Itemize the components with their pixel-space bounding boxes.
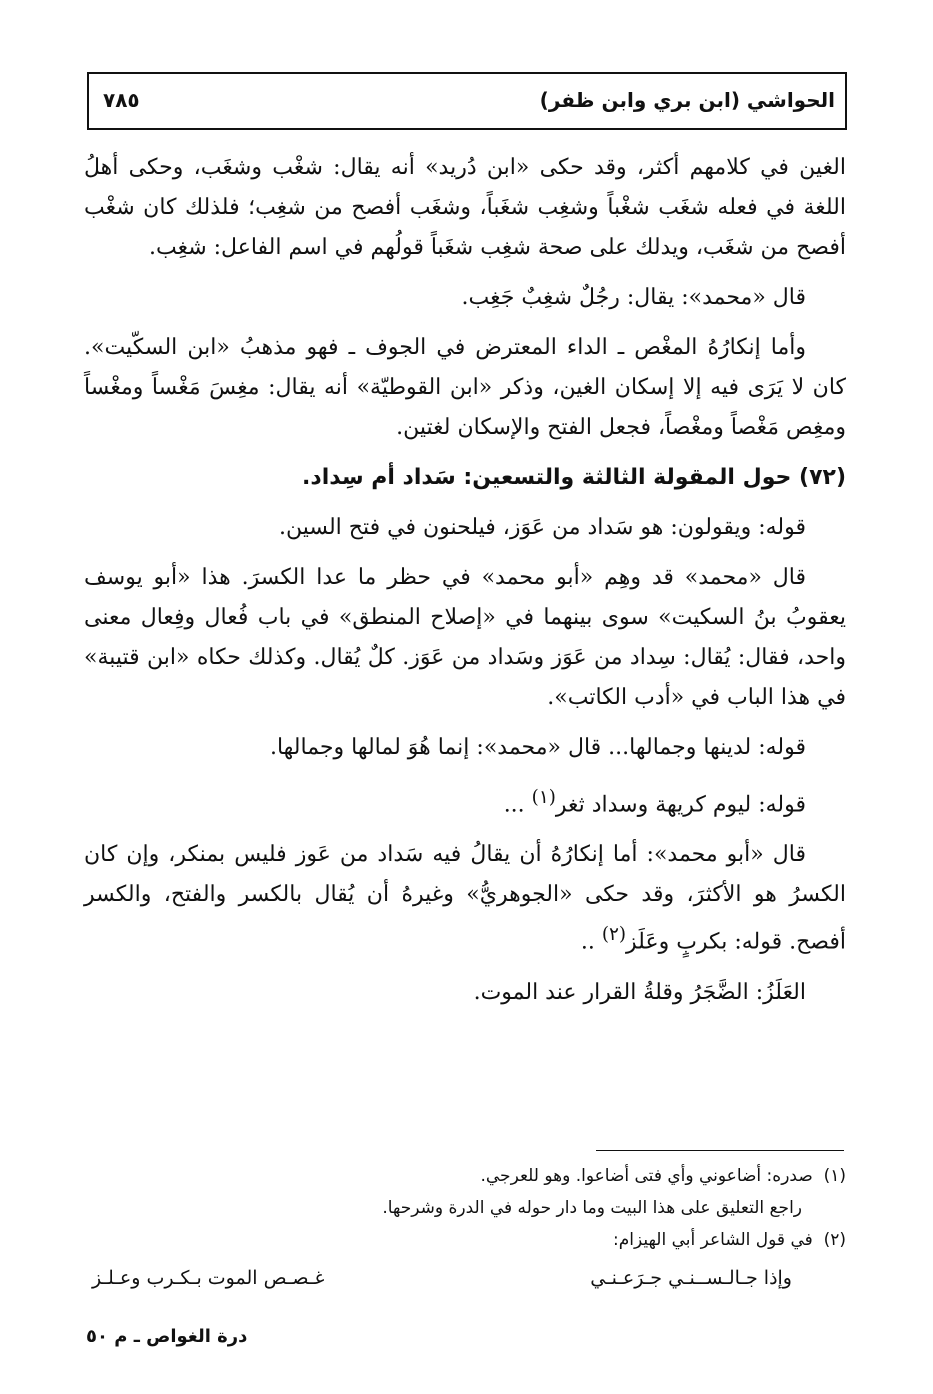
page-number: ٧٨٥ [103, 88, 140, 112]
paragraph-3: وأما إنكارُهُ المغْص ـ الداء المعترض في الجوف ـ فهو مذهبُ «ابن السكّيت». كان لا يَرَى فيه إلا إسكان الغين، وذكر «ابن القوطيّة» أنه يقال: مغِسَ مَغْساً ومغْساً ومغِص مَغْصاً ومغْصاً، فجعل الفتح والإسكان لغتين. [84, 335, 846, 440]
verse-second-hemistich: غـصـص الموت بـكـرب وعـلـز [92, 1267, 325, 1289]
paragraph-7 [84, 778, 846, 825]
paragraph-7-text: قوله: ليوم كريهة وسداد ثغر [555, 792, 806, 818]
footnote-2 [84, 1224, 846, 1256]
footnote-ref-2: (٢) [601, 924, 627, 946]
running-header [87, 72, 847, 130]
footnote-1-text: صدره: أضاعوني وأي فتى أضاعوا. وهو للعرجي. [480, 1166, 813, 1186]
paragraph-9: العَلَزُ: الضَّجَرُ وقلةُ القرار عند الموت. [473, 979, 806, 1005]
paragraph-5: قال «محمد» قد وهِم «أبو محمد» في حظر ما عدا الكسرَ. هذا «أبو يوسف يعقوبُ بنُ السكيت» سوى بينهما في «إصلاح المنطق» في باب فُعال وفِعال معنى واحد، فقال: يُقال: سِداد من عَوَز وسَداد من عَوَز. كلٌ يُقال. وكذلك حكاه «ابن قتيبة» في هذا الباب في «أدب الكاتب». [84, 565, 846, 710]
paragraph-2: قال «محمد»: يقال: رجُلٌ شغِبٌ جَغِب. [461, 285, 806, 310]
paragraph-8-tail: .. [580, 929, 602, 955]
page-footer: درة الغواص ـ م ٥٠ [86, 1326, 248, 1347]
paragraph-6: قوله: لدينها وجمالها... قال «محمد»: إنما هُوَ لمالها وجمالها. [269, 735, 806, 760]
footnotes [84, 1160, 846, 1294]
verse-line [84, 1262, 846, 1294]
paragraph-8 [84, 835, 846, 962]
paragraph-1: الغين في كلامهم أكثر، وقد حكى «ابن دُريد» أنه يقال: شغْب وشغَب، وحكى أهلُ اللغة في فعله شغَب شغْباً وشغِب شغَباً، وشغَب أفصح من شغِب؛ فلذلك كان شغْب أفصح من شغَب، ويدلك على صحة شغِب شغَباً قولُهم في اسم الفاعل: شغِب. [84, 155, 846, 260]
footnote-1-continuation: راجع التعليق على هذا البيت وما دار حوله في الدرة وشرحها. [382, 1198, 802, 1218]
paragraph-7-tail: ... [503, 792, 532, 818]
section-heading: (٧٢) حول المقولة الثالثة والتسعين: سَداد أم سِداد. [302, 465, 846, 490]
verse-first-hemistich: وإذا جـالـســنـي جـرَعـنـي [590, 1267, 792, 1289]
footnote-2-number: (٢) [823, 1230, 846, 1250]
paragraph-8-text: قال «أبو محمد»: أما إنكارُهُ أن يقالُ فيه سَداد من عَوز فليس بمنكر، وإن كان الكسرُ هو الأكثرَ، وقد حكى «الجوهريُّ» وغيرهُ أن يُقال بالكسر والفتح، والكسر أفصح. قوله: بكربٍ وعَلَز [84, 842, 846, 955]
footnote-2-text: في قول الشاعر أبي الهيزام: [612, 1230, 813, 1250]
footnote-1 [84, 1160, 846, 1192]
running-title: الحواشي (ابن بري وابن ظفر) [539, 88, 835, 112]
footnote-1-number: (١) [823, 1166, 846, 1186]
footnote-divider [596, 1150, 844, 1151]
footnote-ref-1: (١) [531, 787, 556, 808]
main-text [84, 148, 846, 1023]
paragraph-4: قوله: ويقولون: هو سَداد من عَوَز، فيلحنون في فتح السين. [278, 515, 806, 540]
